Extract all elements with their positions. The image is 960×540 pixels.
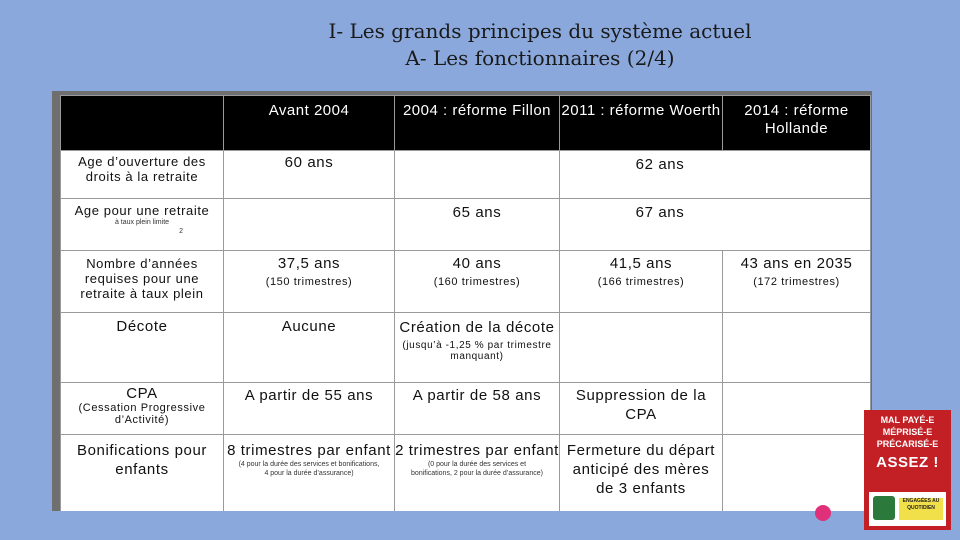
title-line-2: A- Les fonctionnaires (2/4) xyxy=(405,46,675,70)
cell-bonif-woerth: Fermeture du départ anticipé des mères de 3 enfants xyxy=(560,435,723,512)
cell-ouverture-avant2004: 60 ans xyxy=(224,151,395,199)
cell-ouverture-fillon xyxy=(395,151,560,199)
decote-fillon-value: Création de la décote xyxy=(399,319,555,336)
cell-bonif-fillon xyxy=(395,435,560,512)
badge-line-1: MAL PAYÉ-E xyxy=(880,415,935,425)
annees-hollande-sub: (172 trimestres) xyxy=(753,276,840,288)
cell-bonif-hollande xyxy=(723,435,871,512)
cell-annees-woerth xyxy=(560,251,723,313)
cell-decote-hollande xyxy=(723,313,871,383)
cell-decote-avant2004: Aucune xyxy=(224,313,395,383)
bonif-fillon-note: (0 pour la durée des services et bonifications, 2 pour la durée d’assurance) xyxy=(411,461,543,477)
comparison-table xyxy=(60,95,871,511)
annees-woerth-value: 41,5 ans xyxy=(609,255,673,272)
label-bonifications: Bonifications pour enfants xyxy=(61,435,224,512)
badge-line-3: PRÉCARISÉ-E xyxy=(876,439,939,449)
union-badge xyxy=(864,410,951,530)
pink-dot-icon xyxy=(815,505,831,521)
annees-woerth-sub: (166 trimestres) xyxy=(597,276,685,288)
cell-decote-woerth xyxy=(560,313,723,383)
table-row-ouverture xyxy=(61,151,871,199)
cell-annees-fillon xyxy=(395,251,560,313)
bonif-avant2004-value: 8 trimestres par enfant xyxy=(227,442,391,459)
annees-hollande-value: 43 ans en 2035 xyxy=(740,255,853,272)
cell-cpa-hollande xyxy=(723,383,871,435)
label-ouverture: Age d’ouverture des droits à la retraite xyxy=(61,151,224,199)
cell-taux-plein-fillon: 65 ans xyxy=(395,199,560,251)
badge-engage-text: ENGAGÉES AU QUOTIDIEN xyxy=(899,498,943,520)
cell-cpa-woerth: Suppression de la CPA xyxy=(560,383,723,435)
title-line-1: I- Les grands principes du système actuel xyxy=(328,19,752,43)
label-cpa xyxy=(61,383,224,435)
annees-avant2004-value: 37,5 ans xyxy=(277,255,341,272)
cpa-label-sub: (Cessation Progressive d’Activité) xyxy=(78,402,206,426)
annees-fillon-sub: (160 trimestres) xyxy=(433,276,521,288)
badge-logo-area xyxy=(869,492,946,526)
annees-fillon-value: 40 ans xyxy=(452,255,502,272)
cell-decote-fillon xyxy=(395,313,560,383)
table-row-annees xyxy=(61,251,871,313)
cell-annees-hollande xyxy=(723,251,871,313)
cell-annees-avant2004 xyxy=(224,251,395,313)
label-taux-plein-sup: 2 xyxy=(179,228,183,235)
header-empty xyxy=(61,96,224,151)
label-taux-plein xyxy=(61,199,224,251)
cell-cpa-avant2004: A partir de 55 ans xyxy=(224,383,395,435)
header-avant-2004: Avant 2004 xyxy=(224,96,395,151)
header-fillon: 2004 : réforme Fillon xyxy=(395,96,560,151)
label-annees: Nombre d’années requises pour une retraite à taux plein xyxy=(61,251,224,313)
bonif-avant2004-note: (4 pour la durée des services et bonifications, 4 pour la durée d’assurance) xyxy=(238,461,380,477)
cell-bonif-avant2004 xyxy=(224,435,395,512)
table-row-bonifications xyxy=(61,435,871,512)
table-row-taux-plein xyxy=(61,199,871,251)
header-hollande: 2014 : réforme Hollande xyxy=(723,96,871,151)
decote-fillon-sub: (jusqu’à -1,25 % par trimestre manquant) xyxy=(402,340,552,362)
label-decote: Décote xyxy=(61,313,224,383)
table-row-cpa xyxy=(61,383,871,435)
badge-assez: ASSEZ ! xyxy=(876,454,939,471)
bonif-fillon-value: 2 trimestres par enfant xyxy=(395,442,559,459)
cpa-label-main: CPA xyxy=(126,385,158,402)
cell-taux-plein-avant2004 xyxy=(224,199,395,251)
label-taux-plein-main: Age pour une retraite xyxy=(74,203,210,218)
table-row-decote xyxy=(61,313,871,383)
annees-avant2004-sub: (150 trimestres) xyxy=(265,276,353,288)
badge-line-2: MÉPRISÉ-E xyxy=(882,427,933,437)
cell-cpa-fillon: A partir de 58 ans xyxy=(395,383,560,435)
header-row xyxy=(61,96,871,151)
cell-taux-plein-woerth-hollande: 67 ans xyxy=(560,199,871,251)
table-image-frame xyxy=(52,91,872,511)
cell-ouverture-woerth-hollande: 62 ans xyxy=(560,151,871,199)
union-logo-icon xyxy=(873,496,895,520)
slide-title xyxy=(0,18,960,72)
label-taux-plein-note: à taux plein limite xyxy=(114,219,170,226)
header-woerth: 2011 : réforme Woerth xyxy=(560,96,723,151)
